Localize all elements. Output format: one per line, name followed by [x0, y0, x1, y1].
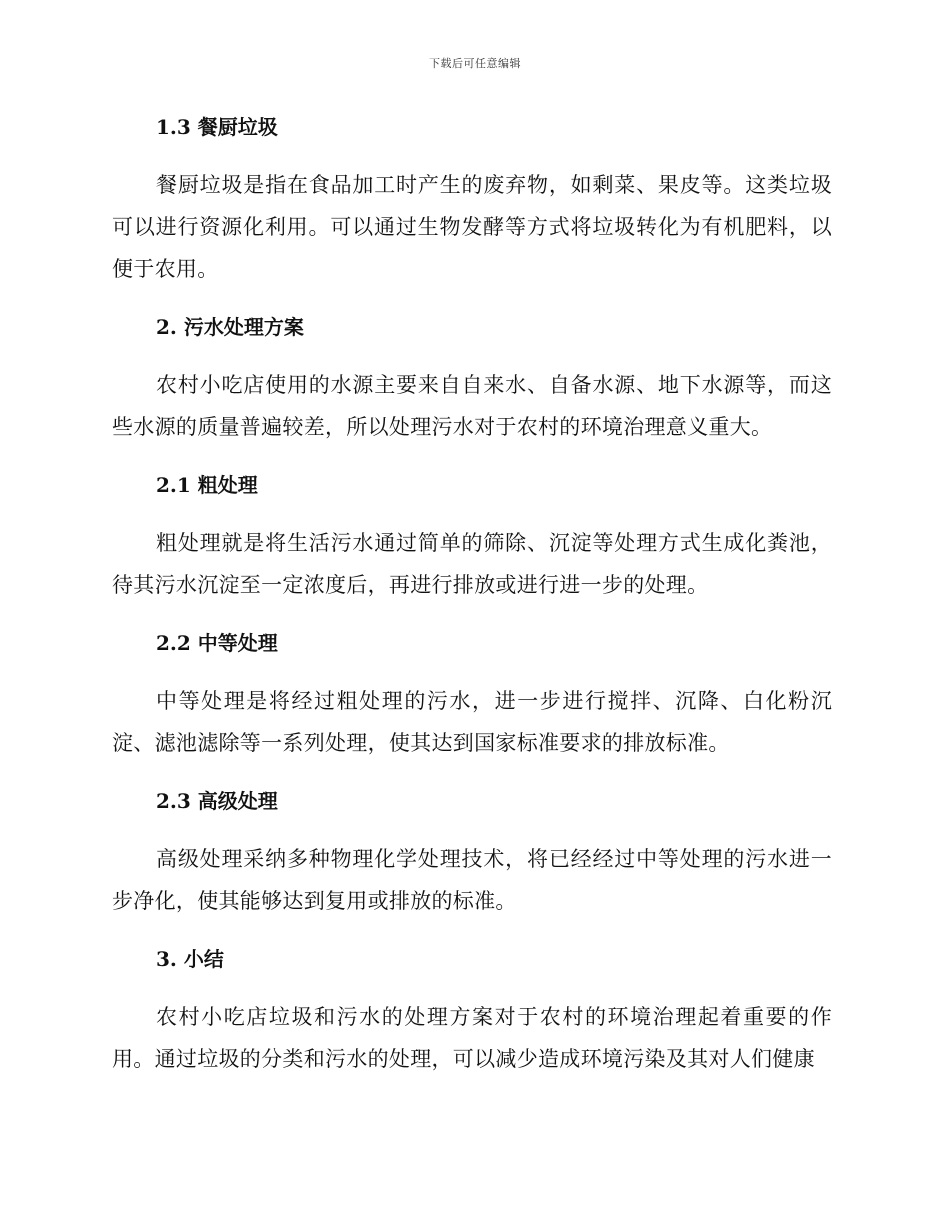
document-body: [112, 112, 832, 1102]
section-paragraph-3: 农村小吃店垃圾和污水的处理方案对于农村的环境治理起着重要的作用。通过垃圾的分类和污水的处理，可以减少造成环境污染及其对人们健康: [112, 1005, 832, 1071]
section-paragraph-2: 农村小吃店使用的水源主要来自自来水、自备水源、地下水源等，而这些水源的质量普遍较差，所以处理污水对于农村的环境治理意义重大。: [112, 373, 832, 439]
section-heading-3: 3. 小结: [156, 947, 224, 971]
section-paragraph-2-3: 高级处理采纳多种物理化学处理技术，将已经经过中等处理的污水进一步净化，使其能够达到复用或排放的标准。: [112, 847, 832, 913]
section-paragraph-1-3: 餐厨垃圾是指在食品加工时产生的废弃物，如剩菜、果皮等。这类垃圾可以进行资源化利用。可以通过生物发酵等方式将垃圾转化为有机肥料，以便于农用。: [112, 173, 832, 281]
section-heading-1-3: 1.3 餐厨垃圾: [156, 115, 278, 139]
section-heading-2-2: 2.2 中等处理: [156, 631, 278, 655]
section-heading-2-1: 2.1 粗处理: [156, 473, 258, 497]
header-note: 下载后可任意编辑: [429, 57, 521, 70]
section-heading-2: 2. 污水处理方案: [156, 315, 304, 339]
section-heading-2-3: 2.3 高级处理: [156, 789, 278, 813]
section-paragraph-2-1: 粗处理就是将生活污水通过简单的筛除、沉淀等处理方式生成化粪池，待其污水沉淀至一定浓度后，再进行排放或进行进一步的处理。: [112, 531, 832, 597]
section-paragraph-2-2: 中等处理是将经过粗处理的污水，进一步进行搅拌、沉降、白化粉沉淀、滤池滤除等一系列处理，使其达到国家标准要求的排放标准。: [112, 689, 832, 755]
